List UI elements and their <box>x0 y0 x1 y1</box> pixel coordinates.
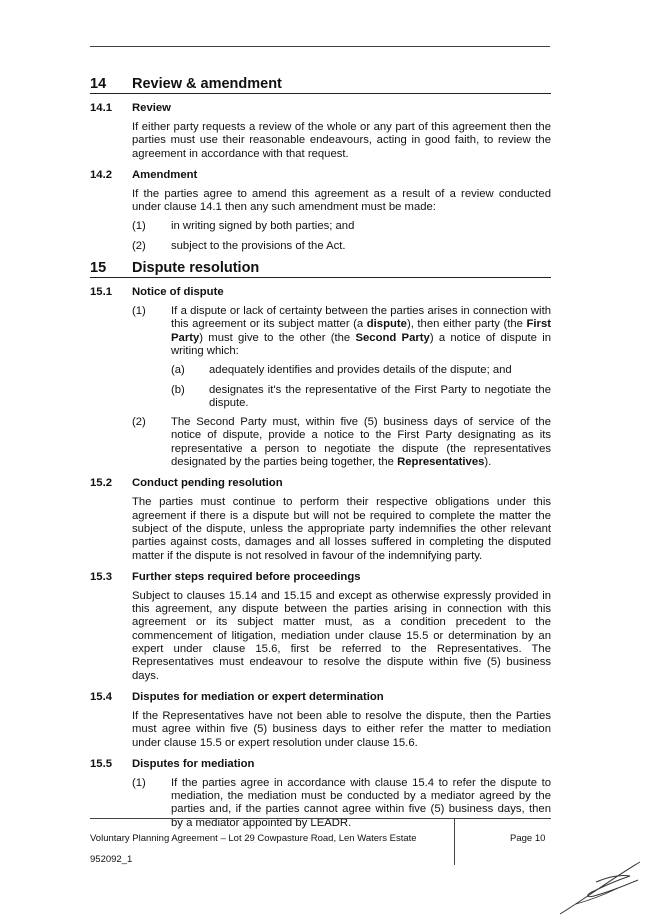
text-run: ), then either party (the <box>406 318 527 331</box>
section-number: 14 <box>90 76 107 92</box>
list-item-label: (1) <box>132 220 146 233</box>
clause-heading <box>90 476 551 490</box>
clause-heading <box>90 168 551 182</box>
defined-term: First Party <box>171 318 551 344</box>
clause-number: 15.2 <box>90 477 112 490</box>
clause-number: 14.1 <box>90 102 112 114</box>
document-reference: 952092_1 <box>90 854 133 865</box>
text-run: ) must give to the other (the <box>199 331 356 344</box>
list-item-label: (1) <box>132 305 146 318</box>
defined-term: Representatives <box>397 456 485 469</box>
list-item-text: If the parties agree in accordance with clause 15.4 to refer the dispute to mediation, the mediation must be conducted by a mediator agreed by the parties and, if the parties cannot agree within five (5) business days, then by a mediator appointed by LEADR. <box>171 776 551 829</box>
clause-paragraph: Subject to clauses 15.14 and 15.15 and except as otherwise expressly provided in this agreement, any dispute between the parties arising in connection with this agreement or its subject matter must, as a condition precedent to the commencement of litigation, mediation under clause 15.5 or determination by an expert under clause 15.6, first be referred to the Representatives. The Representatives must endeavour to resolve the dispute within five (5) business days. <box>132 589 551 682</box>
sub-list-item-label: (b) <box>171 383 185 396</box>
text-run: The Second Party must, within five (5) business days of service of the notice of dispute, provide a notice to the First Party designating as its representative a person to negotiate the dispute (the representatives designated by the parties being together, the <box>171 416 551 469</box>
clause-title: Review <box>132 102 171 114</box>
list-item <box>132 777 551 830</box>
clause-title: Disputes for mediation <box>132 757 255 770</box>
page-footer <box>90 818 551 865</box>
sub-list-item-label: (a) <box>171 364 185 377</box>
clause-heading <box>90 101 551 115</box>
section-heading <box>90 76 551 94</box>
section-number: 15 <box>90 260 107 277</box>
document-body <box>90 76 551 830</box>
sub-list-item <box>171 384 551 411</box>
header-rule <box>90 46 550 47</box>
clause-paragraph: If the Representatives have not been able to resolve the dispute, then the Parties must agree within five (5) business days to either refer the matter to mediation under clause 15.5 or expert resolution under clause 15.6. <box>132 709 551 749</box>
defined-term: Second Party <box>355 331 430 344</box>
clause-title: Conduct pending resolution <box>132 477 283 490</box>
list-item-text <box>171 305 551 358</box>
clause-heading <box>90 757 551 771</box>
clause-paragraph: If the parties agree to amend this agreement as a result of a review conducted under clause 14.1 then any such amendment must be made: <box>132 187 551 214</box>
section-title: Review & amendment <box>132 76 282 92</box>
footer-left <box>90 833 450 865</box>
list-item-label: (1) <box>132 776 146 789</box>
list-item-text: in writing signed by both parties; and <box>171 220 355 233</box>
clause-heading <box>90 690 551 704</box>
list-item-text <box>171 416 551 469</box>
clause-title: Disputes for mediation or expert determination <box>132 690 384 703</box>
defined-term: dispute <box>366 318 407 331</box>
list-item-label: (2) <box>132 239 146 252</box>
text-run: ). <box>484 456 492 469</box>
clause-paragraph: The parties must continue to perform their respective obligations under this agreement if there is a dispute but will not be required to complete the matter the subject of the dispute, unless the appropriate party indemnifies the other relevant parties against costs, damages and all losses suffered in completing the disputed matter if the dispute is not resolved in favour of the indemnifying party. <box>132 496 551 562</box>
clause-number: 15.3 <box>90 570 112 583</box>
list-item <box>132 220 551 233</box>
text-run: If a dispute or lack of certainty between the parties arises in connection with this agreement or its subject matter (a <box>171 305 551 331</box>
footer-divider <box>454 819 455 865</box>
list-item <box>132 240 551 253</box>
clause-number: 15.1 <box>90 286 112 299</box>
clause-number: 15.4 <box>90 690 112 703</box>
clause-paragraph: If either party requests a review of the whole or any part of this agreement then the parties must use their reasonable endeavours, acting in good faith, to review the agreement in accordance with that request. <box>132 121 551 160</box>
sub-list-item-text: designates it's the representative of the First Party to negotiate the dispute. <box>209 383 551 409</box>
list-item <box>132 416 551 469</box>
clause-title: Amendment <box>132 168 198 181</box>
sub-list-item <box>171 364 551 377</box>
signature-mark <box>556 858 646 918</box>
clause-title: Further steps required before proceedings <box>132 570 361 583</box>
text-run: ) a notice of dispute in writing which: <box>171 331 551 357</box>
sub-list-item-text: adequately identifies and provides details of the dispute; and <box>209 364 512 377</box>
clause-title: Notice of dispute <box>132 286 224 299</box>
section-heading <box>90 260 551 278</box>
clause-number: 14.2 <box>90 168 112 181</box>
clause-heading <box>90 285 551 299</box>
page-number: Page 10 <box>510 833 546 844</box>
section-title: Dispute resolution <box>132 260 260 277</box>
list-item-label: (2) <box>132 416 146 429</box>
clause-heading <box>90 570 551 584</box>
footer-title: Voluntary Planning Agreement – Lot 29 Cowpasture Road, Len Waters Estate <box>90 833 417 844</box>
list-item <box>132 305 551 358</box>
clause-number: 15.5 <box>90 757 112 770</box>
list-item-text: subject to the provisions of the Act. <box>171 239 346 252</box>
